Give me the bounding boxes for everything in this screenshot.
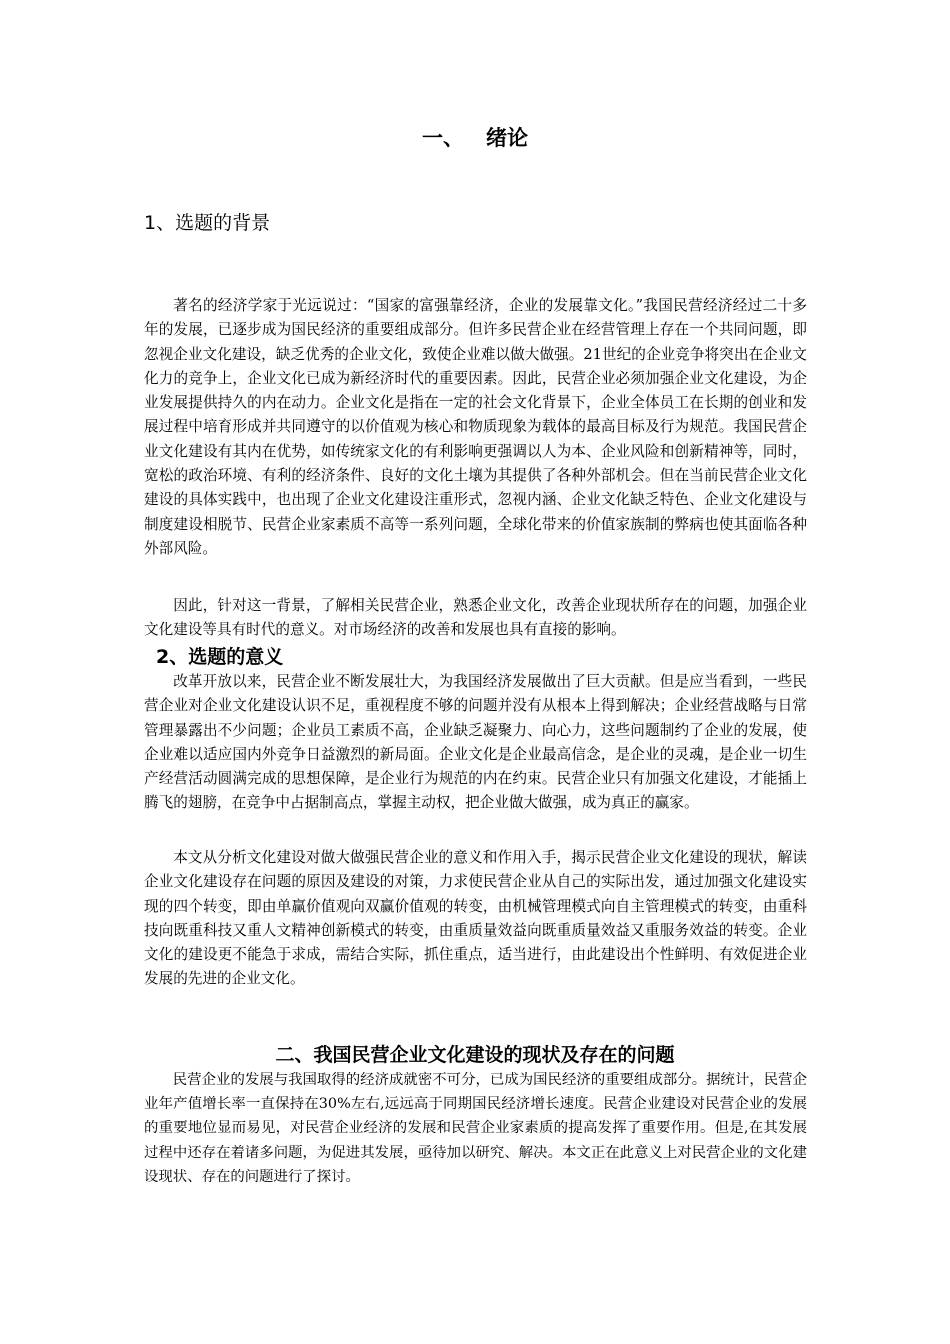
paragraph-background-2: 因此，针对这一背景，了解相关民营企业，熟悉企业文化，改善企业现状所存在的问题，加强企业文化建设等具有时代的意义。对市场经济的改善和发展也具有直接的影响。 [144,597,807,639]
paragraph-background-1: 著名的经济学家于光远说过：“国家的富强靠经济，企业的发展靠文化。”我国民营经济经过二十多年的发展，已逐步成为国民经济的重要组成部分。但许多民营企业在经营管理上存在一个共同问题，即忽视企业文化建设，缺乏优秀的企业文化，致使企业难以做大做强。21世纪的企业竞争将突出在企业文化力的竞争上，企业文化已成为新经济时代的重要因素。因此，民营企业必须加强企业文化建设，为企业发展提供持久的内在动力。企业文化是指在一定的社会文化背景下，企业全体员工在长期的创业和发展过程中培育形成并共同遵守的以价值观为核心和物质现象为载体的最高目标及行为规范。我国民营企业文化建设有其内在优势，如传统家文化的有利影响更强调以人为本、企业风险和创新精神等，同时，宽松的政治环境、有利的经济条件、良好的文化土壤为其提供了各种外部机会。但在当前民营企业文化建设的具体实践中，也出现了企业文化建设注重形式，忽视内涵、企业文化缺乏特色、企业文化建设与制度建设相脱节、民营企业家素质不高等一系列问题，全球化带来的价值家族制的弊病也使其面临各种外部风险。 [144,297,807,557]
paragraph-significance-2: 本文从分析文化建设对做大做强民营企业的意义和作用入手，揭示民营企业文化建设的现状，解读企业文化建设存在问题的原因及建设的对策，力求使民营企业从自己的实际出发，通过加强文化建设实现的四个转变，即由单赢价值观向双赢价值观的转变，由机械管理模式向自主管理模式的转变，由重科技向既重科技又重人文精神创新模式的转变，由重质量效益向既重质量效益又重服务效益的转变。企业文化的建设更不能急于求成，需结合实际，抓住重点，适当进行，由此建设出个性鲜明、有效促进企业发展的先进的企业文化。 [144,849,807,988]
section-heading-background: 1、选题的背景 [144,212,271,234]
chapter-two-heading: 二、我国民营企业文化建设的现状及存在的问题 [275,1044,675,1066]
section-heading-significance: 2、选题的意义 [156,646,284,668]
chapter-heading: 一、 绪论 [422,126,528,150]
paragraph-significance-1: 改革开放以来，民营企业不断发展壮大，为我国经济发展做出了巨大贡献。但是应当看到，一些民营企业对企业文化建设认识不足，重视程度不够的问题并没有从根本上得到解决；企业经营战略与日常管理暴露出不少问题；企业员工素质不高，企业缺乏凝聚力、向心力，这些问题制约了企业的发展，使企业难以适应国内外竞争日益激烈的新局面。企业文化是企业最高信念，是企业的灵魂，是企业一切生产经营活动圆满完成的思想保障，是企业行为规范的内在约束。民营企业只有加强文化建设，才能插上腾飞的翅膀，在竞争中占据制高点，掌握主动权，把企业做大做强，成为真正的赢家。 [144,673,807,812]
paragraph-status-1: 民营企业的发展与我国取得的经济成就密不可分，已成为国民经济的重要组成部分。据统计，民营企业年产值增长率一直保持在30%左右,远远高于同期国民经济增长速度。民营企业建设对民营企业的发展的重要地位显而易见，对民营企业经济的发展和民营企业家素质的提高发挥了重要作用。但是,在其发展过程中还存在着诸多问题，为促进其发展，亟待加以研究、解决。本文正在此意义上对民营企业的文化建设现状、存在的问题进行了探讨。 [144,1072,807,1185]
